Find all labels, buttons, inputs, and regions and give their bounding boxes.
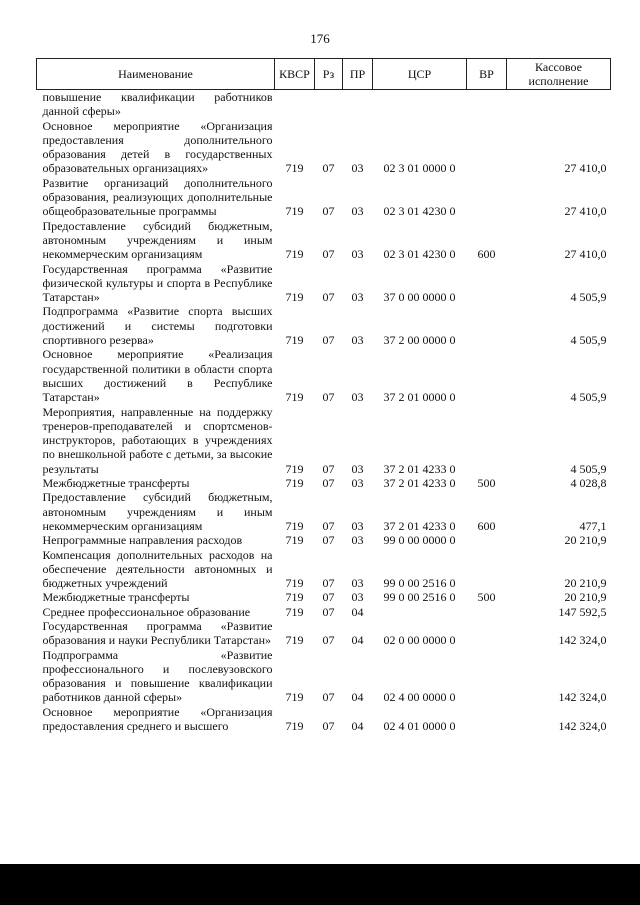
table-row (37, 605, 611, 619)
cell-rz: 07 (322, 518, 335, 533)
cell-amount: 4 505,9 (570, 390, 607, 405)
cell-rz: 07 (322, 533, 335, 548)
scan-bottom-edge (0, 864, 640, 905)
cell-rz (315, 90, 343, 119)
cell-kvsr: 719 (285, 161, 304, 176)
cell-pr: 04 (351, 690, 364, 705)
cell-kvsr: 719 (285, 461, 304, 476)
cell-amount: 20 210,9 (564, 576, 607, 591)
cell-csr: 37 2 01 4233 0 (383, 518, 456, 533)
cell-amount: 27 410,0 (564, 247, 607, 262)
cell-csr: 99 0 00 2516 0 (383, 590, 456, 605)
cell-amount: 4 505,9 (570, 290, 607, 305)
header-pr: ПР (343, 59, 373, 90)
header-rz: Рз (315, 59, 343, 90)
table-row (37, 590, 611, 604)
cell-name: Среднее профессиональное образование (42, 604, 251, 619)
cell-pr: 03 (351, 204, 364, 219)
table-row (37, 705, 611, 734)
cell-kvsr: 719 (285, 604, 304, 619)
cell-kvsr: 719 (285, 518, 304, 533)
cell-name: Межбюджетные трансферты (42, 590, 190, 605)
cell-name: Непрограммные направления расходов (42, 533, 243, 548)
cell-csr: 37 2 01 4233 0 (383, 476, 456, 491)
cell-rz: 07 (322, 333, 335, 348)
cell-csr: 37 2 01 4233 0 (383, 461, 456, 476)
cell-csr: 02 3 01 4230 0 (383, 247, 456, 262)
cell-rz: 07 (322, 604, 335, 619)
page-number: 176 (310, 31, 330, 46)
cell-pr: 03 (351, 290, 364, 305)
cell-amount: 147 592,5 (558, 604, 607, 619)
cell-vr (467, 347, 507, 404)
cell-pr: 03 (351, 333, 364, 348)
cell-name: Государственная программа «Развитие физической культуры и спорта в Республике Татарстан» (42, 261, 273, 305)
cell-pr: 03 (351, 461, 364, 476)
cell-name: Подпрограмма «Развитие профессионального и послевузовского образования и повышение квалификации работников данной сферы» (42, 647, 273, 705)
cell-vr (467, 176, 507, 219)
cell-name: Предоставление субсидий бюджетным, автономным учреждениям и иным некоммерческим организациям (42, 218, 273, 262)
cell-csr: 02 4 00 0000 0 (383, 690, 456, 705)
header-amount: Кассовое исполнение (507, 59, 611, 90)
table-row (37, 533, 611, 547)
cell-rz: 07 (322, 247, 335, 262)
header-vr: ВР (467, 59, 507, 90)
table-row (37, 90, 611, 119)
cell-pr (343, 90, 373, 119)
cell-vr: 600 (477, 247, 496, 262)
cell-kvsr: 719 (285, 333, 304, 348)
cell-kvsr: 719 (285, 633, 304, 648)
cell-rz: 07 (322, 476, 335, 491)
cell-rz: 07 (322, 590, 335, 605)
cell-name: Мероприятия, направленные на поддержку тренеров-преподавателей и спортсменов-инструкторов, работающих в учреждениях по внешкольной работе с детьми, за высокие результаты (42, 404, 273, 476)
cell-vr (467, 405, 507, 476)
table-row (37, 476, 611, 490)
cell-vr: 500 (477, 476, 496, 491)
cell-amount: 27 410,0 (564, 161, 607, 176)
table-row (37, 176, 611, 219)
cell-vr (467, 533, 507, 547)
cell-rz: 07 (322, 576, 335, 591)
cell-pr: 03 (351, 161, 364, 176)
cell-pr: 03 (351, 390, 364, 405)
cell-amount: 477,1 (579, 518, 607, 533)
cell-name: Развитие организаций дополнительного образования, реализующих дополнительные общеобразовательные программы (42, 175, 273, 219)
cell-amount: 27 410,0 (564, 204, 607, 219)
cell-name: повышение квалификации работников данной сферы» (42, 90, 273, 119)
table-row (37, 219, 611, 262)
table-body (37, 90, 611, 734)
cell-kvsr: 719 (285, 290, 304, 305)
table-row (37, 619, 611, 648)
cell-amount (507, 90, 611, 119)
cell-kvsr (275, 90, 315, 119)
cell-vr: 600 (477, 518, 496, 533)
cell-kvsr: 719 (285, 576, 304, 591)
cell-name: Подпрограмма «Развитие спорта высших достижений и системы подготовки спортивного резерва» (42, 304, 273, 348)
cell-name: Основное мероприятие «Реализация государственной политики в области спорта высших достижений в Республике Татарстан» (42, 347, 273, 405)
header-kvsr: КВСР (275, 59, 315, 90)
table-row (37, 119, 611, 176)
header-name: Наименование (37, 59, 275, 90)
cell-csr: 02 4 01 0000 0 (383, 719, 456, 734)
cell-amount: 4 028,8 (570, 476, 607, 491)
cell-amount: 142 324,0 (558, 633, 607, 648)
cell-csr: 37 2 01 0000 0 (383, 390, 456, 405)
cell-vr (467, 619, 507, 648)
cell-csr: 99 0 00 0000 0 (383, 533, 456, 548)
cell-pr: 04 (351, 633, 364, 648)
table-row (37, 648, 611, 705)
cell-pr: 03 (351, 576, 364, 591)
cell-rz: 07 (322, 690, 335, 705)
cell-kvsr: 719 (285, 390, 304, 405)
cell-csr: 02 0 00 0000 0 (383, 633, 456, 648)
cell-csr: 37 2 00 0000 0 (383, 333, 456, 348)
cell-pr: 03 (351, 590, 364, 605)
table-header-row (37, 59, 611, 90)
cell-vr (467, 304, 507, 347)
cell-rz: 07 (322, 290, 335, 305)
cell-vr (467, 119, 507, 176)
cell-kvsr: 719 (285, 476, 304, 491)
table-row (37, 490, 611, 533)
cell-rz: 07 (322, 390, 335, 405)
cell-vr: 500 (477, 590, 496, 605)
cell-pr: 03 (351, 533, 364, 548)
cell-rz: 07 (322, 719, 335, 734)
table-row (37, 262, 611, 305)
cell-rz: 07 (322, 204, 335, 219)
cell-pr: 04 (351, 604, 364, 619)
cell-name: Компенсация дополнительных расходов на обеспечение деятельности автономных и бюджетных учреждений (42, 547, 273, 591)
cell-rz: 07 (322, 161, 335, 176)
cell-kvsr: 719 (285, 204, 304, 219)
cell-amount: 20 210,9 (564, 590, 607, 605)
cell-kvsr: 719 (285, 247, 304, 262)
cell-vr (467, 605, 507, 619)
table-row (37, 304, 611, 347)
cell-csr: 37 0 00 0000 0 (383, 290, 456, 305)
cell-rz: 07 (322, 461, 335, 476)
cell-kvsr: 719 (285, 590, 304, 605)
cell-kvsr: 719 (285, 533, 304, 548)
cell-name: Предоставление субсидий бюджетным, автономным учреждениям и иным некоммерческим организациям (42, 490, 273, 533)
cell-vr (467, 90, 507, 119)
cell-amount: 4 505,9 (570, 461, 607, 476)
cell-pr: 04 (351, 719, 364, 734)
cell-vr (467, 705, 507, 734)
cell-csr (373, 90, 467, 119)
cell-pr: 03 (351, 476, 364, 491)
cell-csr (373, 605, 467, 619)
budget-execution-table (36, 58, 611, 733)
cell-kvsr: 719 (285, 719, 304, 734)
cell-vr (467, 548, 507, 591)
cell-name: Межбюджетные трансферты (42, 476, 190, 491)
cell-kvsr: 719 (285, 690, 304, 705)
cell-rz: 07 (322, 633, 335, 648)
header-csr: ЦСР (373, 59, 467, 90)
cell-name: Государственная программа «Развитие образования и науки Республики Татарстан» (42, 618, 273, 648)
cell-pr: 03 (351, 518, 364, 533)
cell-name: Основное мероприятие «Организация предоставления среднего и высшего (42, 704, 273, 734)
cell-amount: 20 210,9 (564, 533, 607, 548)
cell-pr: 03 (351, 247, 364, 262)
table-row (37, 548, 611, 591)
cell-csr: 02 3 01 4230 0 (383, 204, 456, 219)
table-row (37, 405, 611, 476)
table-row (37, 347, 611, 404)
cell-csr: 99 0 00 2516 0 (383, 576, 456, 591)
cell-amount: 142 324,0 (558, 690, 607, 705)
cell-amount: 4 505,9 (570, 333, 607, 348)
cell-vr (467, 262, 507, 305)
cell-amount: 142 324,0 (558, 719, 607, 734)
cell-vr (467, 648, 507, 705)
cell-csr: 02 3 01 0000 0 (383, 161, 456, 176)
cell-name: Основное мероприятие «Организация предоставления дополнительного образования детей в государственных образовательных организациях» (42, 118, 273, 176)
